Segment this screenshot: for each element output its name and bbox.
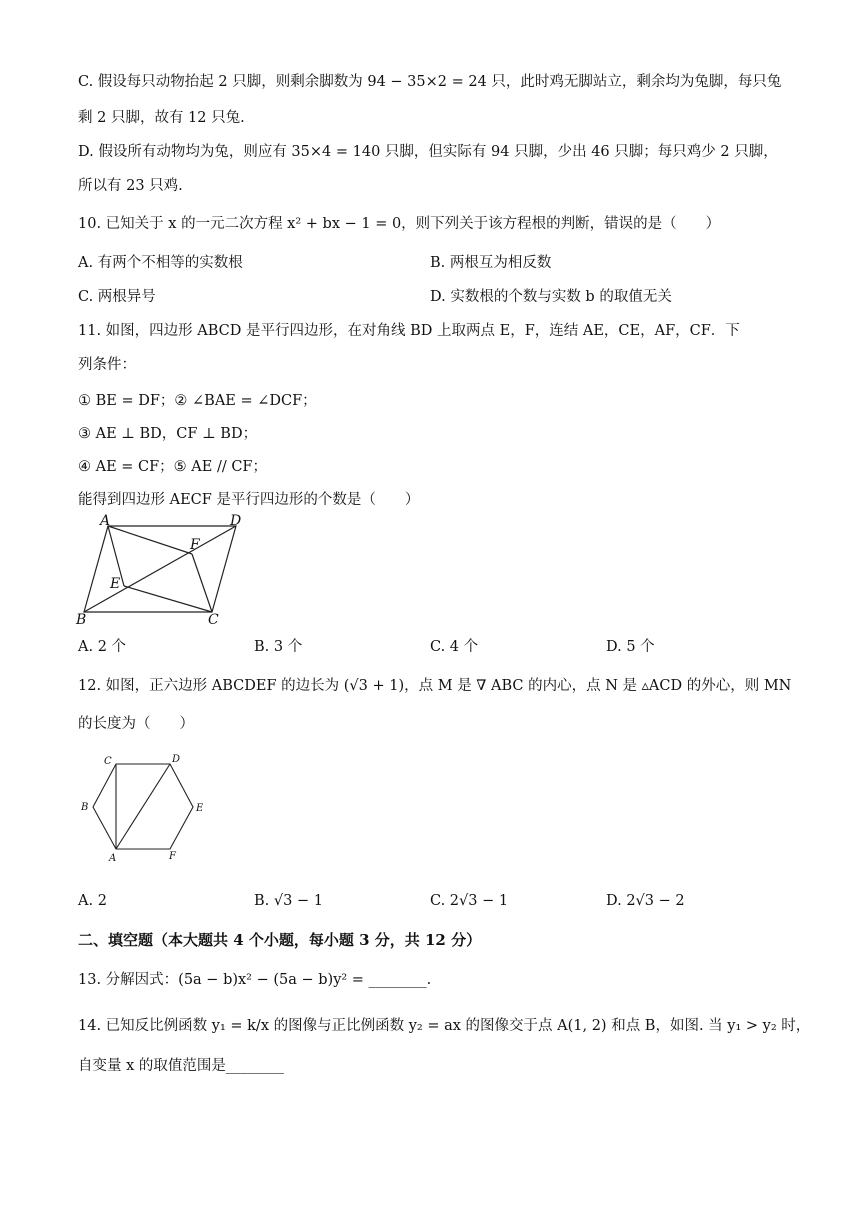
q11-conditions-2: ③ AE ⊥ BD，CF ⊥ BD； <box>78 426 258 442</box>
hex-label-e: E <box>196 803 204 814</box>
hex-label-f: F <box>169 851 176 862</box>
q9-option-d-line2: 所以有 23 只鸡. <box>78 178 183 194</box>
point-label-d: D <box>230 513 242 529</box>
q11-conditions-3: ④ AE = CF；⑤ AE // CF； <box>78 459 267 475</box>
q10-option-c: C. 两根异号 <box>78 289 156 305</box>
q11-conditions-1: ① BE = DF；② ∠BAE = ∠DCF； <box>78 393 317 409</box>
q11-stem-line1: 11. 如图，四边形 ABCD 是平行四边形，在对角线 BD 上取两点 E，F，连结 AE，CE，AF，CF．下 <box>78 323 740 339</box>
q14-line1: 14. 已知反比例函数 y₁ = k/x 的图像与正比例函数 y₂ = ax 的图像交于点 A(1, 2) 和点 B，如图. 当 y₁ > y₂ 时， <box>78 1018 811 1034</box>
parallelogram-figure <box>74 512 254 630</box>
q12-stem-line2: 的长度为（ ） <box>78 716 194 732</box>
segment-af <box>108 526 192 554</box>
q12-stem-line1: 12. 如图，正六边形 ABCDEF 的边长为 (√3 + 1)，点 M 是 ∇ ABC 的内心，点 N 是 ▵ACD 的外心，则 MN <box>78 678 792 694</box>
hex-label-d: D <box>172 754 181 765</box>
hex-label-a: A <box>109 853 117 864</box>
diagonal-bd <box>84 526 236 612</box>
hex-label-c: C <box>104 756 112 767</box>
hexagon-figure <box>76 748 216 868</box>
q11-option-c: C. 4 个 <box>430 639 479 655</box>
point-label-c: C <box>208 612 219 628</box>
q10-option-d: D. 实数根的个数与实数 b 的取值无关 <box>430 289 672 305</box>
q9-option-d-line1: D. 假设所有动物均为兔，则应有 35×4 = 140 只脚，但实际有 94 只脚，少出 46 只脚；每只鸡少 2 只脚， <box>78 144 778 160</box>
q12-option-b: B. √3 − 1 <box>254 893 323 909</box>
point-label-e: E <box>110 576 121 592</box>
point-label-f: F <box>190 537 200 553</box>
point-label-a: A <box>100 513 111 529</box>
q14-line2: 自变量 x 的取值范围是________ <box>78 1058 284 1074</box>
q13-text: 13. 分解因式：(5a − b)x² − (5a − b)y² = ________. <box>78 972 432 988</box>
q9-option-c-line1: C. 假设每只动物抬起 2 只脚，则剩余脚数为 94 − 35×2 = 24 只，此时鸡无脚站立，剩余均为兔脚，每只兔 <box>78 74 782 90</box>
section-heading-fill-in: 二、填空题（本大题共 4 个小题，每小题 3 分，共 12 分） <box>78 931 482 949</box>
segment-ad <box>116 764 170 849</box>
segment-cf <box>192 554 212 612</box>
q10-stem: 10. 已知关于 x 的一元二次方程 x² + bx − 1 = 0，则下列关于该方程根的判断，错误的是（ ） <box>78 216 721 232</box>
hex-label-b: B <box>81 802 89 813</box>
q12-option-a: A. 2 <box>78 893 107 909</box>
q10-option-b: B. 两根互为相反数 <box>430 255 552 271</box>
q11-stem-line2: 列条件： <box>78 357 136 373</box>
q11-option-d: D. 5 个 <box>606 639 655 655</box>
q11-option-a: A. 2 个 <box>78 639 127 655</box>
q11-question: 能得到四边形 AECF 是平行四边形的个数是（ ） <box>78 492 420 508</box>
q12-option-c: C. 2√3 − 1 <box>430 893 509 909</box>
q11-option-b: B. 3 个 <box>254 639 303 655</box>
point-label-b: B <box>76 612 87 628</box>
q12-option-d: D. 2√3 − 2 <box>606 893 685 909</box>
segment-ce <box>124 586 212 612</box>
q9-option-c-line2: 剩 2 只脚，故有 12 只兔. <box>78 110 245 126</box>
q10-option-a: A. 有两个不相等的实数根 <box>78 255 243 271</box>
